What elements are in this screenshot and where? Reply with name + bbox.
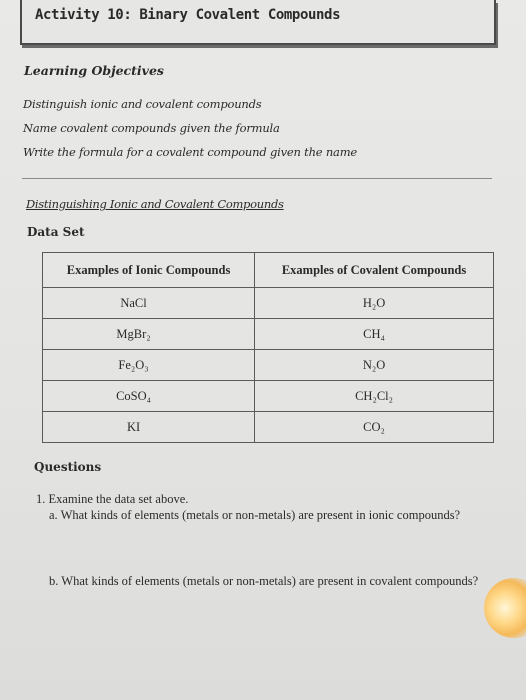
ionic-cell: KI — [43, 412, 255, 443]
table-header-row — [43, 253, 494, 288]
data-set-table — [42, 252, 494, 443]
data-set-label: Data Set — [27, 225, 85, 239]
question-1: 1. Examine the data set above. — [36, 492, 189, 506]
question-1a: a. What kinds of elements (metals or non-metals) are present in ionic compounds? — [49, 508, 461, 522]
table-row — [43, 350, 494, 381]
questions-heading: Questions — [34, 460, 102, 474]
question-1b: b. What kinds of elements (metals or non-metals) are present in covalent compounds? — [49, 574, 479, 588]
table-row — [43, 412, 494, 443]
table-row — [43, 381, 494, 412]
title-box — [20, 0, 496, 45]
ionic-cell: Fe₂O₃ — [43, 350, 255, 381]
covalent-cell: H₂O — [255, 288, 494, 319]
objective-1: Distinguish ionic and covalent compounds — [23, 97, 262, 111]
page-title: Activity 10: Binary Covalent Compounds — [35, 7, 341, 23]
ionic-cell: NaCl — [43, 288, 255, 319]
ionic-cell: MgBr₂ — [43, 319, 255, 350]
covalent-cell: N₂O — [255, 350, 494, 381]
ionic-cell: CoSO₄ — [43, 381, 255, 412]
objective-2: Name covalent compounds given the formula — [23, 121, 280, 135]
table-row — [43, 288, 494, 319]
covalent-cell: CH₄ — [255, 319, 494, 350]
objective-3: Write the formula for a covalent compound given the name — [23, 145, 358, 159]
section-heading: Distinguishing Ionic and Covalent Compounds — [26, 197, 284, 211]
learning-objectives-heading: Learning Objectives — [24, 63, 164, 78]
light-glare — [484, 578, 526, 638]
covalent-cell: CO₂ — [255, 412, 494, 443]
column-header-covalent: Examples of Covalent Compounds — [255, 253, 494, 288]
covalent-cell: CH₂Cl₂ — [255, 381, 494, 412]
column-header-ionic: Examples of Ionic Compounds — [43, 253, 255, 288]
table-row — [43, 319, 494, 350]
divider — [22, 178, 492, 179]
